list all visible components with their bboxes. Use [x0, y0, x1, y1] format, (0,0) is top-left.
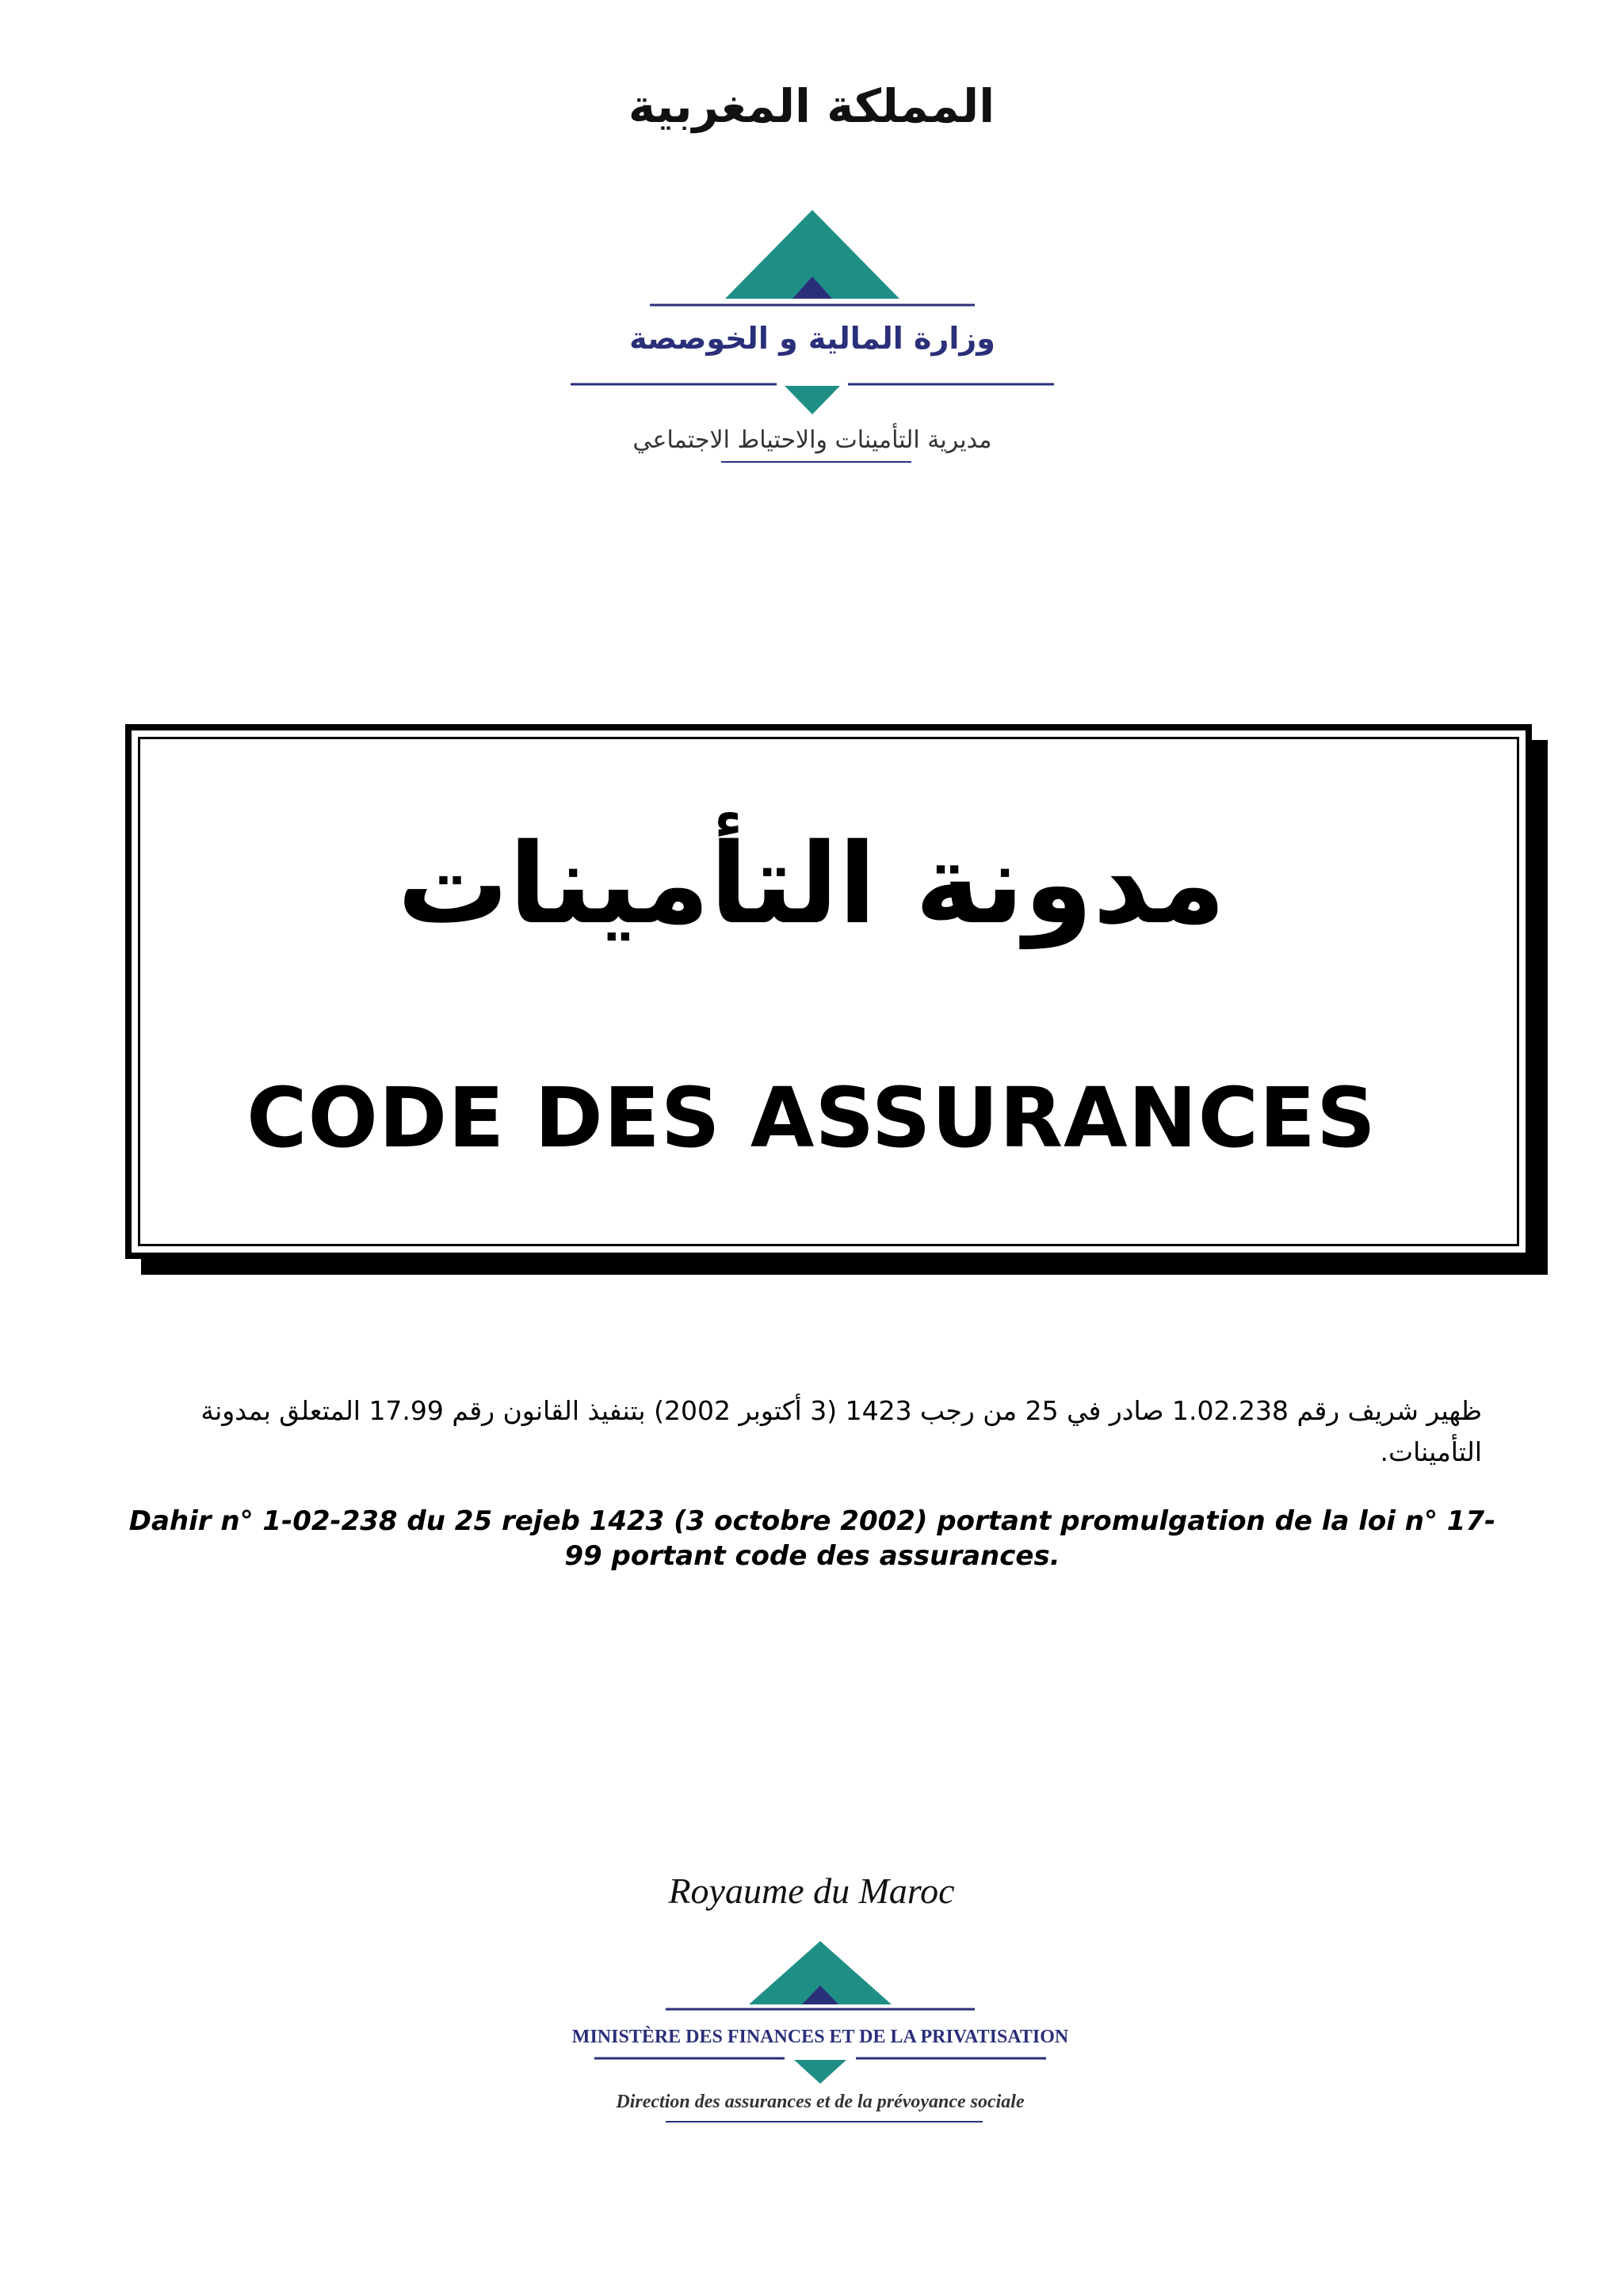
logo-teal-down-triangle-icon — [785, 386, 840, 414]
dahir-text-ar: ظهير شريف رقم 1.02.238 صادر في 25 من رجب 1423 (3 أكتوبر 2002) بتنفيذ القانون رقم 17.99 المتعلق بمدونة التأمينات. — [200, 1395, 1482, 1467]
ministry-logo-fr — [547, 1933, 1094, 2131]
dahir-text-fr: Dahir n° 1-02-238 du 25 rejeb 1423 (3 octobre 2002) portant promulgation de la loi n° 17-99 portant code des assurances. — [128, 1505, 1496, 1572]
document-title-ar: مدونة التأمينات — [397, 820, 1226, 949]
logo-direction-ar: مديرية التأمينات والاحتياط الاجتماعي — [632, 426, 992, 454]
royaume-label: Royaume du Maroc — [668, 1871, 955, 1911]
title-box-inner-border — [138, 737, 1519, 1246]
ministry-logo-ar — [555, 202, 1070, 471]
logo-ministry-fr: MINISTÈRE DES FINANCES ET DE LA PRIVATISATION — [571, 2027, 1069, 2047]
kingdom-title-ar: المملكة المغربية — [628, 79, 995, 133]
logo-fr-teal-down-triangle-icon — [794, 2060, 846, 2084]
logo-direction-fr: Direction des assurances et de la prévoyance sociale — [616, 2092, 1025, 2112]
title-box — [125, 724, 1532, 1259]
logo-ministry-ar: وزارة المالية و الخوصصة — [629, 321, 995, 356]
document-title-fr: CODE DES ASSURANCES — [246, 1070, 1377, 1166]
